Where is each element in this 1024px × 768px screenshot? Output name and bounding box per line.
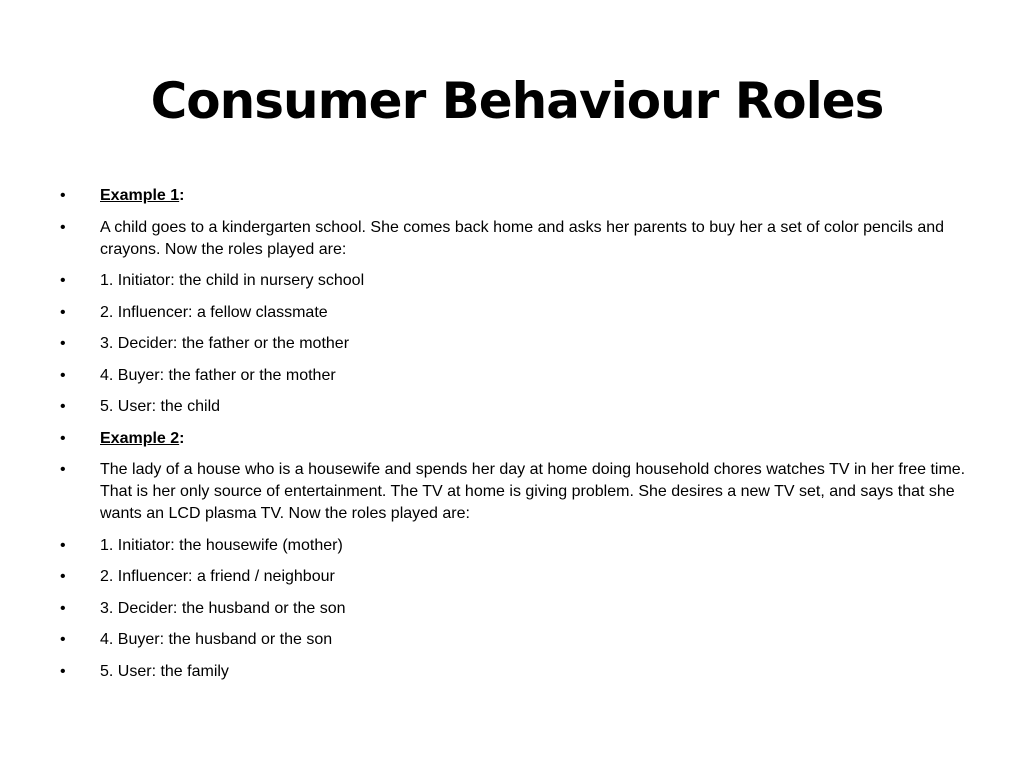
bullet-icon: • (60, 272, 66, 289)
bullet-icon: • (60, 568, 66, 585)
example-2-intro: The lady of a house who is a housewife and spends her day at home doing household chores watches TV in her free time. That is her only source of entertainment. The TV at home is giving problem. She desires a new TV set, and says that she wants an LCD plasma TV. Now the roles played are: (100, 461, 966, 522)
example-1-role-decider: 3. Decider: the father or the mother (100, 335, 350, 352)
bullet-icon: • (60, 398, 66, 415)
example-1-role-user: 5. User: the child (100, 398, 221, 415)
list-item (56, 396, 966, 418)
bullet-list (56, 185, 966, 692)
bullet-icon: • (60, 366, 66, 384)
list-item (56, 185, 966, 207)
example-2-heading: Example 2 (100, 429, 180, 447)
bullet-icon: • (60, 662, 66, 680)
list-item (56, 535, 966, 557)
list-item (56, 333, 966, 355)
example-1-colon: : (179, 187, 185, 204)
list-item (56, 661, 966, 683)
example-2-role-decider: 3. Decider: the husband or the son (100, 599, 346, 617)
list-item (56, 428, 966, 450)
bullet-icon: • (60, 536, 66, 554)
list-item (56, 566, 966, 588)
bullet-icon: • (60, 429, 66, 447)
bullet-icon: • (60, 631, 66, 648)
list-item (56, 302, 966, 324)
list-item (56, 365, 966, 387)
slide-title: Consumer Behaviour Roles (150, 72, 884, 130)
example-2-role-initiator: 1. Initiator: the housewife (mother) (100, 536, 343, 554)
bullet-icon: • (60, 303, 66, 321)
example-2-role-influencer: 2. Influencer: a friend / neighbour (100, 568, 335, 585)
bullet-icon: • (60, 461, 66, 478)
bullet-icon: • (60, 335, 66, 352)
example-1-role-initiator: 1. Initiator: the child in nursery school (100, 272, 365, 289)
example-1-intro: A child goes to a kindergarten school. She comes back home and asks her parents to buy her a set of color pencils and crayons. Now the roles played are: (100, 218, 945, 258)
bullet-icon: • (60, 218, 66, 236)
example-1-role-influencer: 2. Influencer: a fellow classmate (100, 303, 328, 321)
list-item (56, 217, 966, 261)
example-2-role-user: 5. User: the family (100, 662, 229, 680)
example-1-heading: Example 1 (100, 187, 180, 204)
list-item (56, 629, 966, 651)
example-1-role-buyer: 4. Buyer: the father or the mother (100, 366, 336, 384)
list-item (56, 598, 966, 620)
example-2-colon: : (179, 429, 185, 447)
example-2-role-buyer: 4. Buyer: the husband or the son (100, 631, 333, 648)
bullet-icon: • (60, 599, 66, 617)
bullet-icon: • (60, 187, 66, 204)
list-item (56, 270, 966, 292)
list-item (56, 459, 966, 525)
